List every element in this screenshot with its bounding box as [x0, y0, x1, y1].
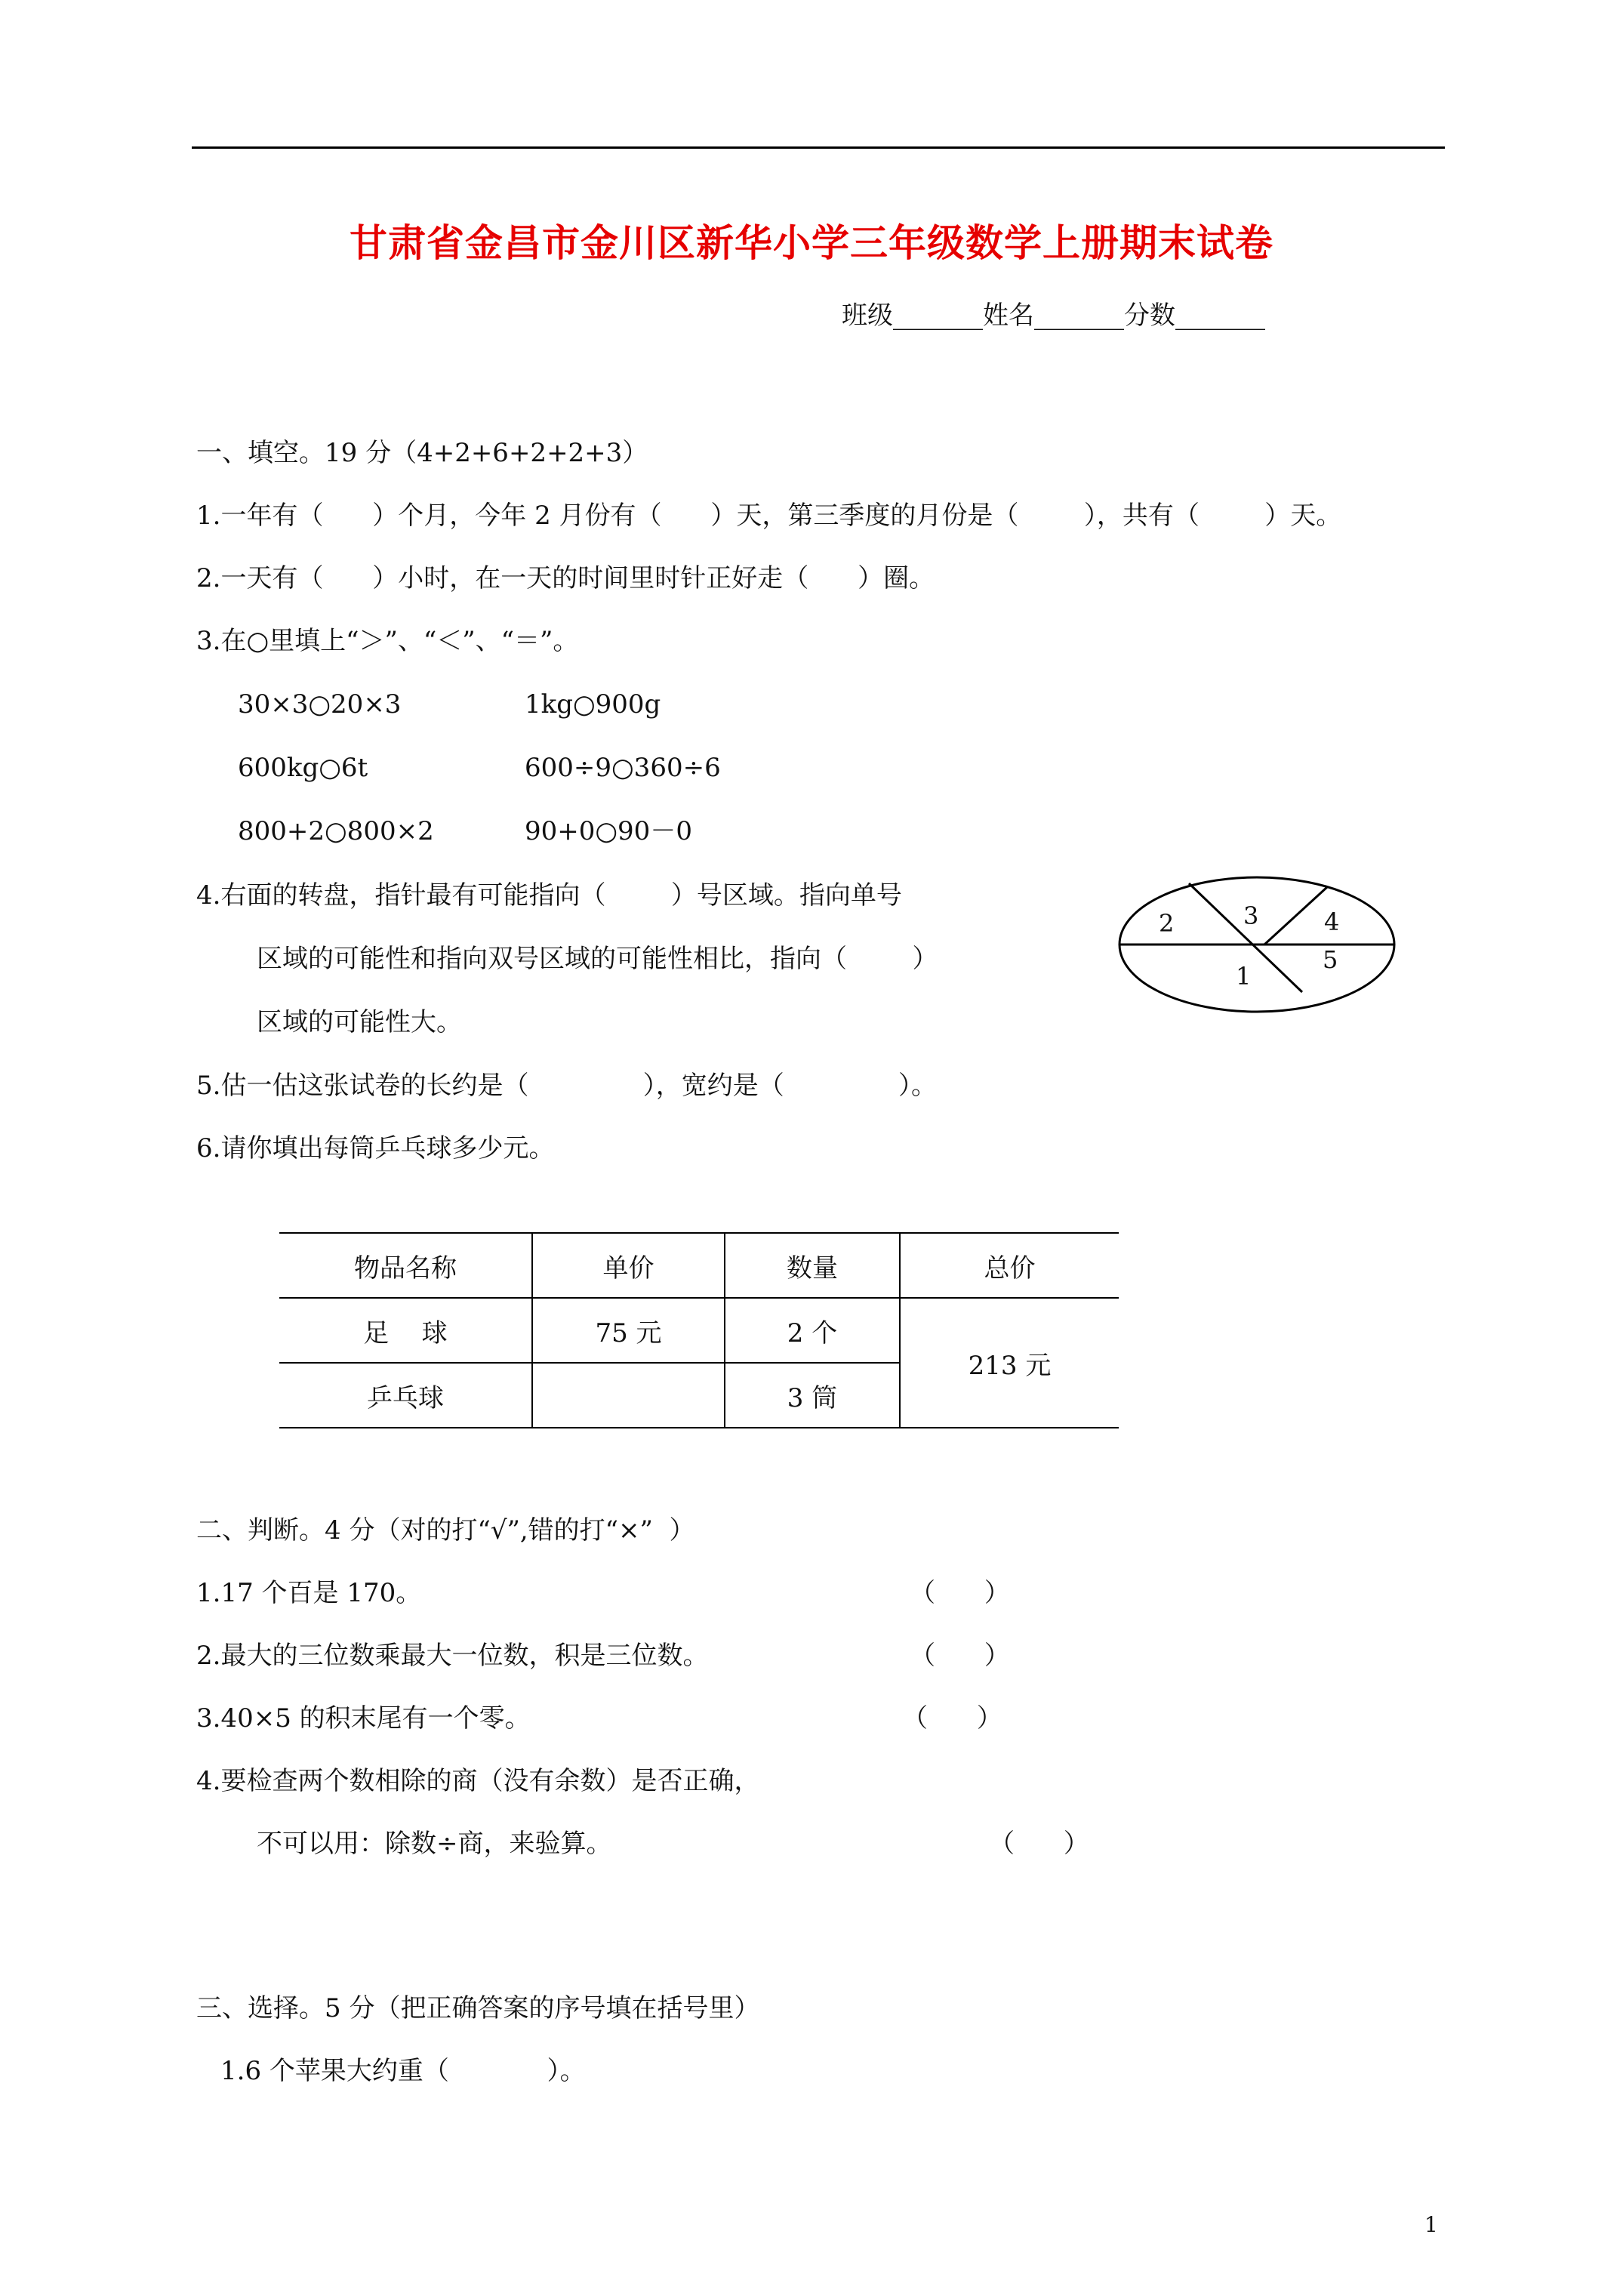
top-rule — [192, 146, 1445, 149]
judge-item-cont: 不可以用：除数÷商，来验算。 — [257, 1829, 612, 1859]
table-cell: 足 球 — [279, 1298, 532, 1363]
question-1-2: 2.一天有（ ）小时，在一天的时间里时针正好走（ ）圈。 — [196, 563, 935, 593]
question-1-1: 1.一年有（ ）个月，今年 2 月份有（ ）天，第三季度的月份是（ ），共有（ ）天。 — [196, 501, 1342, 531]
spinner-label: 3 — [1243, 901, 1259, 930]
judge-item: 4.要检查两个数相除的商（没有余数）是否正确， — [196, 1766, 760, 1796]
answer-paren: （ ） — [910, 1641, 1010, 1671]
spinner-diagram — [1113, 858, 1400, 1031]
compare-item: 800+2○800×2 — [238, 816, 434, 846]
question-1-3: 3.在○里填上“＞”、“＜”、“＝”。 — [196, 626, 579, 656]
table-cell: 75 元 — [532, 1298, 725, 1363]
table-header: 单价 — [532, 1233, 725, 1298]
table-total-cell: 213 元 — [900, 1298, 1119, 1428]
table-row — [279, 1298, 1119, 1363]
compare-item: 90+0○90－0 — [525, 816, 692, 846]
table-header: 物品名称 — [279, 1233, 532, 1298]
answer-paren: （ ） — [910, 1578, 1010, 1608]
judge-item: 3.40×5 的积末尾有一个零。 — [196, 1703, 531, 1734]
answer-paren: （ ） — [989, 1829, 1089, 1859]
judge-item: 2.最大的三位数乘最大一位数，积是三位数。 — [196, 1641, 709, 1671]
section2-heading: 二、判断。4 分（对的打“√”,错的打“×” ） — [196, 1515, 695, 1546]
table-header: 总价 — [900, 1233, 1119, 1298]
spinner-label: 2 — [1159, 909, 1175, 938]
question-1-4-cont: 区域的可能性大。 — [257, 1007, 462, 1037]
spinner-line — [1264, 887, 1327, 945]
compare-item: 600÷9○360÷6 — [525, 753, 721, 783]
table-cell: 乒乓球 — [279, 1363, 532, 1428]
question-1-5: 5.估一估这张试卷的长约是（ ），宽约是（ ）。 — [196, 1071, 938, 1101]
question-1-4-cont: 区域的可能性和指向双号区域的可能性相比，指向（ ） — [257, 944, 938, 974]
table-cell: 3 筒 — [725, 1363, 900, 1428]
compare-item: 30×3○20×3 — [238, 689, 402, 720]
table-header-row — [279, 1233, 1119, 1298]
spinner-label: 5 — [1323, 945, 1338, 974]
table-cell-blank — [532, 1363, 725, 1428]
answer-paren: （ ） — [902, 1703, 1002, 1734]
table-cell: 2 个 — [725, 1298, 900, 1363]
section3-heading: 三、选择。5 分（把正确答案的序号填在括号里） — [196, 1993, 760, 2023]
spinner-label: 4 — [1324, 908, 1340, 936]
question-1-6: 6.请你填出每筒乒乓球多少元。 — [196, 1133, 555, 1163]
question-1-4: 4.右面的转盘，指针最有可能指向（ ）号区域。指向单号 — [196, 880, 902, 911]
compare-item: 1kg○900g — [525, 689, 661, 720]
page-number: 1 — [1424, 2212, 1438, 2237]
section1-heading: 一、填空。19 分（4+2+6+2+2+3） — [196, 438, 648, 468]
compare-item: 600kg○6t — [238, 753, 368, 783]
student-info-line: 班级_______姓名_______分数_______ — [842, 300, 1265, 331]
spinner-label: 1 — [1236, 962, 1252, 991]
exam-title: 甘肃省金昌市金川区新华小学三年级数学上册期末试卷 — [350, 220, 1273, 265]
choice-item: 1.6 个苹果大约重（ ）。 — [220, 2056, 586, 2086]
judge-item: 1.17 个百是 170。 — [196, 1578, 422, 1608]
price-table — [279, 1232, 1119, 1428]
table-header: 数量 — [725, 1233, 900, 1298]
